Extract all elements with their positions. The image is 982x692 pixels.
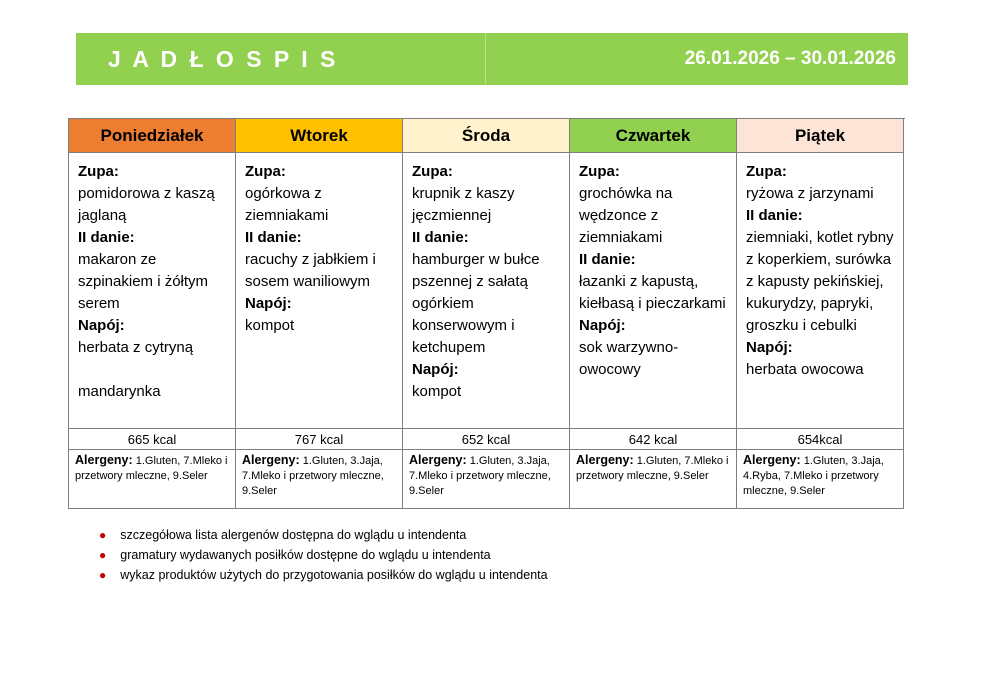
menu-line: Napój:	[579, 317, 626, 334]
day-header-row	[69, 119, 905, 153]
menu-line: herbata owocowa	[746, 361, 864, 378]
bullet-icon: ●	[99, 528, 107, 542]
day-header: Poniedziałek	[69, 119, 236, 153]
kcal-value: 652 kcal	[403, 429, 570, 450]
allergens-cell	[737, 450, 904, 509]
page-title: J A D Ł O S P I S	[108, 45, 339, 72]
weekly-menu-table	[68, 118, 905, 509]
menu-line: Zupa:	[412, 163, 453, 180]
kcal-value: 665 kcal	[69, 429, 236, 450]
menu-line: łazanki z kapustą, kiełbasą i pieczarkami	[579, 273, 726, 312]
allergens-cell	[403, 450, 570, 509]
menu-line: racuchy z jabłkiem i sosem waniliowym	[245, 251, 376, 290]
footnote-item	[99, 565, 548, 585]
menu-line: ryżowa z jarzynami	[746, 185, 874, 202]
allergens-label: Alergeny:	[409, 453, 467, 467]
menu-line: mandarynka	[78, 383, 161, 400]
allergens-cell	[236, 450, 403, 509]
menu-line: herbata z cytryną	[78, 339, 194, 356]
menu-line: krupnik z kaszy jęczmiennej	[412, 185, 515, 224]
menu-line: Napój:	[412, 361, 459, 378]
kcal-row	[69, 429, 905, 450]
menu-line: Napój:	[245, 295, 292, 312]
allergens-list: 1.Gluten, 7.Mleko i przetwory mleczne, 9.Seler	[576, 455, 729, 482]
date-range: 26.01.2026 – 30.01.2026	[684, 48, 896, 69]
day-header: Środa	[403, 119, 570, 153]
menu-line: pomidorowa z kaszą jaglaną	[78, 185, 215, 224]
allergens-row	[69, 450, 905, 509]
menu-line: kompot	[412, 383, 462, 400]
day-header: Wtorek	[236, 119, 403, 153]
footnote-text: gramatury wydawanych posiłków dostępne do wglądu u intendenta	[120, 548, 491, 562]
allergens-label: Alergeny:	[743, 453, 801, 467]
allergens-label: Alergeny:	[576, 453, 634, 467]
footnote-item	[99, 525, 548, 545]
title-banner	[76, 33, 908, 85]
menu-line: kompot	[245, 317, 295, 334]
footnote-text: szczegółowa lista alergenów dostępna do wglądu u intendenta	[120, 528, 467, 542]
menu-line: II danie:	[746, 207, 803, 224]
kcal-value: 642 kcal	[570, 429, 737, 450]
kcal-value: 767 kcal	[236, 429, 403, 450]
kcal-value: 654kcal	[737, 429, 904, 450]
menu-line: Napój:	[746, 339, 793, 356]
menu-cell	[570, 153, 737, 429]
menu-line: II danie:	[245, 229, 302, 246]
day-header: Piątek	[737, 119, 904, 153]
menu-line: Zupa:	[78, 163, 119, 180]
menu-line: ogórkowa z ziemniakami	[245, 185, 329, 224]
menu-line: II danie:	[579, 251, 636, 268]
allergens-list: 1.Gluten, 7.Mleko i przetwory mleczne, 9.Seler	[75, 455, 228, 482]
menu-line	[78, 359, 227, 381]
allergens-list: 1.Gluten, 3.Jaja, 7.Mleko i przetwory mleczne, 9.Seler	[242, 455, 384, 497]
menu-line: Zupa:	[579, 163, 620, 180]
footnotes	[99, 525, 548, 585]
menu-line: sok warzywno-owocowy	[579, 339, 679, 378]
menu-line: ziemniaki, kotlet rybny z koperkiem, surówka z kapusty pekińskiej, kukurydzy, papryki, groszku i cebulki	[746, 229, 894, 334]
menu-line: Napój:	[78, 317, 125, 334]
allergens-label: Alergeny:	[75, 453, 133, 467]
menu-cell	[737, 153, 904, 429]
menu-line: II danie:	[412, 229, 469, 246]
menu-line: Zupa:	[746, 163, 787, 180]
allergens-label: Alergeny:	[242, 453, 300, 467]
menu-line: makaron ze szpinakiem i żółtym serem	[78, 251, 209, 312]
allergens-list: 1.Gluten, 3.Jaja, 7.Mleko i przetwory mleczne, 9.Seler	[409, 455, 551, 497]
day-header: Czwartek	[570, 119, 737, 153]
allergens-cell	[570, 450, 737, 509]
menu-line: hamburger w bułce pszennej z sałatą ogórkiem konserwowym i ketchupem	[412, 251, 540, 356]
menu-cell	[403, 153, 570, 429]
bullet-icon: ●	[99, 548, 107, 562]
menu-line: II danie:	[78, 229, 135, 246]
menu-body-row	[69, 153, 905, 429]
bullet-icon: ●	[99, 568, 107, 582]
menu-cell	[236, 153, 403, 429]
footnote-item	[99, 545, 548, 565]
footnote-text: wykaz produktów użytych do przygotowania posiłków do wglądu u intendenta	[120, 568, 548, 582]
menu-line: grochówka na wędzonce z ziemniakami	[579, 185, 673, 246]
allergens-list: 1.Gluten, 3.Jaja, 4.Ryba, 7.Mleko i przetwory mleczne, 9.Seler	[743, 455, 884, 497]
allergens-cell	[69, 450, 236, 509]
menu-line: Zupa:	[245, 163, 286, 180]
menu-cell	[69, 153, 236, 429]
